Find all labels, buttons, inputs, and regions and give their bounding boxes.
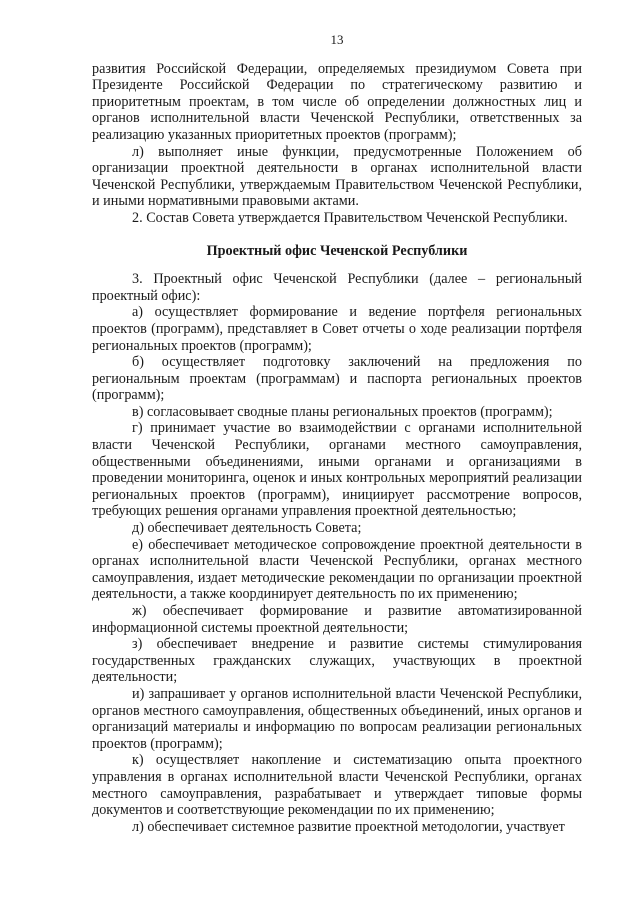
paragraph-item-g: г) принимает участие во взаимодействии с органами исполнительной власти Чеченской Республики, органами местного самоуправления, общественными объединениями, иными органами и организациями в проведении мониторинга, оценок и иных контрольных мероприятий реализации региональных проектов (программ), инициирует рассмотрение вопросов, требующих решения органами управления проектной деятельностью; (92, 420, 582, 520)
paragraph-item-l: л) выполняет иные функции, предусмотренные Положением об организации проектной деятельности в органах исполнительной власти Чеченской Республики, утверждаемым Правительством Чеченской Республики, и иными нормативными правовыми актами. (92, 143, 582, 210)
paragraph-item-i: и) запрашивает у органов исполнительной власти Чеченской Республики, органов местного самоуправления, общественных объединений, иных органов и организаций материалы и информацию по вопросам реализации региональных проектов (программ); (92, 685, 582, 752)
paragraph-item-3: 3. Проектный офис Чеченской Республики (далее – региональный проектный офис): (92, 271, 582, 304)
paragraph-item-e: е) обеспечивает методическое сопровождение проектной деятельности в органах исполнительной власти Чеченской Республики, органах местного самоуправления, издает методические рекомендации по организации проектной деятельности, а также координирует деятельность по их применению; (92, 536, 582, 603)
paragraph-item-2: 2. Состав Совета утверждается Правительством Чеченской Республики. (132, 209, 568, 226)
page-number: 13 (330, 32, 344, 47)
section-title: Проектный офис Чеченской Республики (206, 242, 468, 259)
paragraph-item-l2: л) обеспечивает системное развитие проектной методологии, участвует (132, 818, 565, 835)
paragraph-item-b: б) осуществляет подготовку заключений на предложения по региональным проектам (программам) и паспорта региональных проектов (программ); (92, 354, 582, 404)
paragraph-item-z: з) обеспечивает внедрение и развитие системы стимулирования государственных гражданских служащих, участвующих в проектной деятельности; (92, 636, 582, 686)
paragraph-item-a: а) осуществляет формирование и ведение портфеля региональных проектов (программ), представляет в Совет отчеты о ходе реализации портфеля региональных проектов (программ); (92, 304, 582, 354)
paragraph-item-k: к) осуществляет накопление и систематизацию опыта проектного управления в органах исполнительной власти Чеченской Республики, органах местного самоуправления, разрабатывает и утверждает типовые формы документов и соответствующие рекомендации по их применению; (92, 752, 582, 819)
paragraph-item-v: в) согласовывает сводные планы региональных проектов (программ); (132, 403, 553, 420)
paragraph-continuation: развития Российской Федерации, определяемых президиумом Совета при Президенте Российской Федерации по стратегическому развитию и приоритетным проектам, в том числе об определении должностных лиц и органов исполнительной власти Чеченской Республики, ответственных за реализацию указанных приоритетных проектов (программ); (92, 60, 582, 143)
paragraph-item-zh: ж) обеспечивает формирование и развитие автоматизированной информационной системы проектной деятельности; (92, 603, 582, 636)
paragraph-item-d: д) обеспечивает деятельность Совета; (132, 520, 362, 537)
